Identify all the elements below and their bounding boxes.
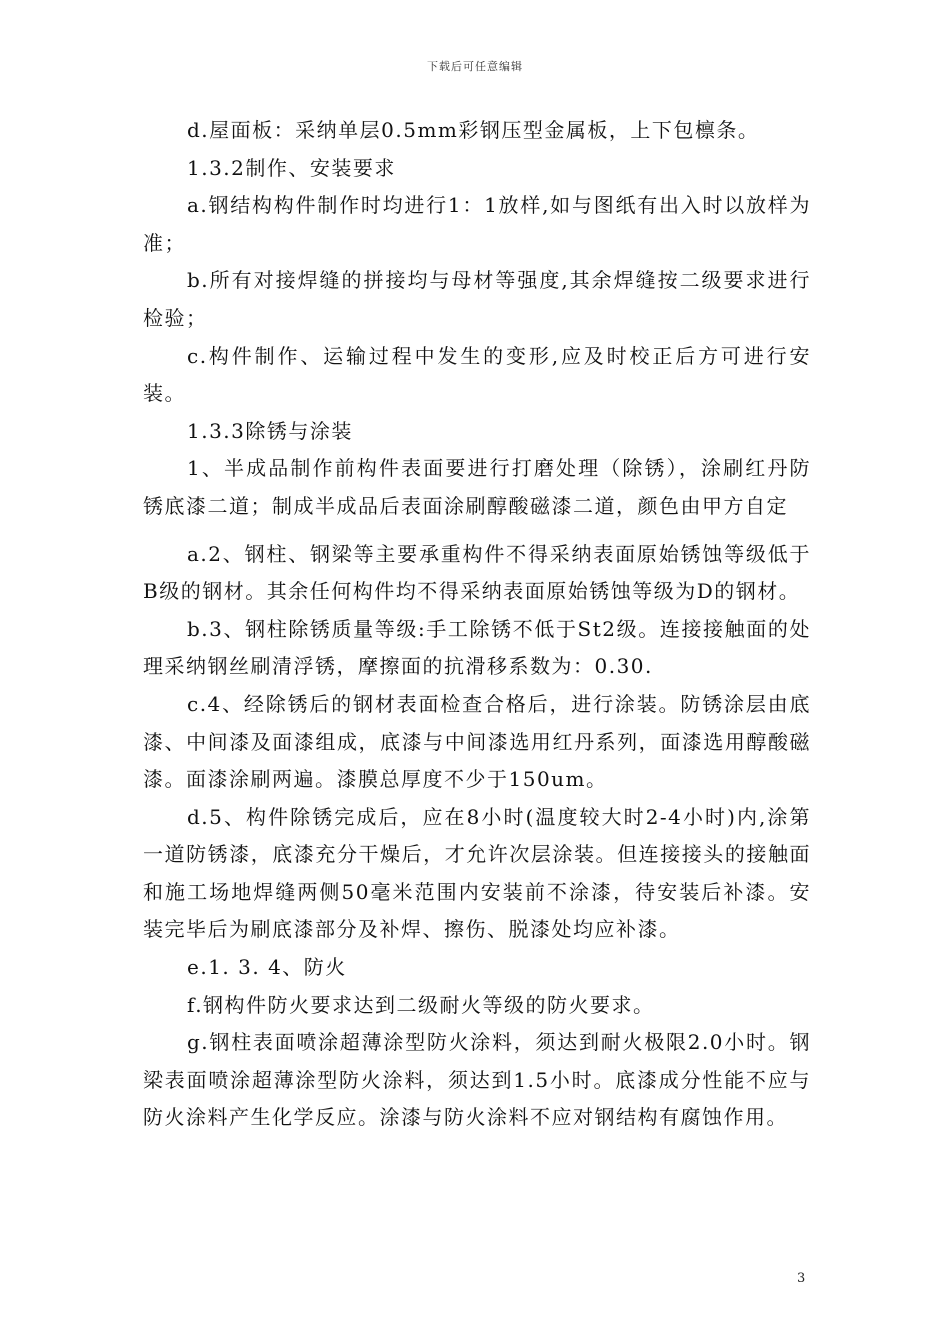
- section-heading-fabrication: 1.3.2制作、安装要求: [187, 155, 396, 180]
- paragraph-primer-coating: 1、半成品制作前构件表面要进行打磨处理（除锈），涂刷红丹防锈底漆二道；制成半成品后表面涂刷醇酸磁漆二道，颜色由甲方自定: [143, 456, 811, 518]
- paragraph-weld-inspection: b.所有对接焊缝的拼接均与母材等强度,其余焊缝按二级要求进行检验；: [143, 268, 811, 330]
- paragraph-coating-timing: d.5、构件除锈完成后，应在8小时(温度较大时2-4小时)内,涂第一道防锈漆，底漆充分干燥后，才允许次层涂装。但连接接头的接触面和施工场地焊缝两侧50毫米范围内安装前不涂漆，待安装后补漆。安装完毕后为刷底漆部分及补焊、擦伤、脱漆处均应补漆。: [143, 804, 811, 942]
- paragraph-rust-removal-quality: b.3、钢柱除锈质量等级:手工除锈不低于St2级。连接接触面的处理采纳钢丝刷清浮锈，摩擦面的抗滑移系数为：0.30.: [143, 616, 811, 679]
- section-heading-fireproof: e.1. 3. 4、防火: [187, 955, 347, 980]
- paragraph-deformation-correction: c.构件制作、运输过程中发生的变形,应及时校正后方可进行安装。: [143, 343, 811, 406]
- paragraph-fireproof-coating: g.钢柱表面喷涂超薄涂型防火涂料，须达到耐火极限2.0小时。钢梁表面喷涂超薄涂型防火涂料，须达到1.5小时。底漆成分性能不应与防火涂料产生化学反应。涂漆与防火涂料不应对钢结构有腐蚀作用。: [143, 1030, 811, 1130]
- document-body: [143, 112, 811, 1137]
- page-header-note: 下载后可任意编辑: [427, 60, 523, 73]
- paragraph-layout-lofting: a.钢结构构件制作时均进行1：1放样,如与图纸有出入时以放样为准；: [143, 193, 811, 255]
- paragraph-coating-layers: c.4、经除锈后的钢材表面检查合格后，进行涂装。防锈涂层由底漆、中间漆及面漆组成，底漆与中间漆选用红丹系列，面漆选用醇酸磁漆。面漆涂刷两遍。漆膜总厚度不少于150um。: [143, 691, 811, 792]
- page-number: 3: [797, 1271, 806, 1286]
- paragraph-rust-grade: a.2、钢柱、钢梁等主要承重构件不得采纳表面原始锈蚀等级低于B级的钢材。其余任何构件均不得采纳表面原始锈蚀等级为D的钢材。: [143, 541, 811, 604]
- paragraph-roof-panel: d.屋面板：采纳单层0.5mm彩钢压型金属板，上下包檩条。: [187, 118, 760, 142]
- paragraph-fire-rating: f.钢构件防火要求达到二级耐火等级的防火要求。: [187, 992, 655, 1017]
- section-heading-rust-coating: 1.3.3除锈与涂装: [187, 418, 353, 443]
